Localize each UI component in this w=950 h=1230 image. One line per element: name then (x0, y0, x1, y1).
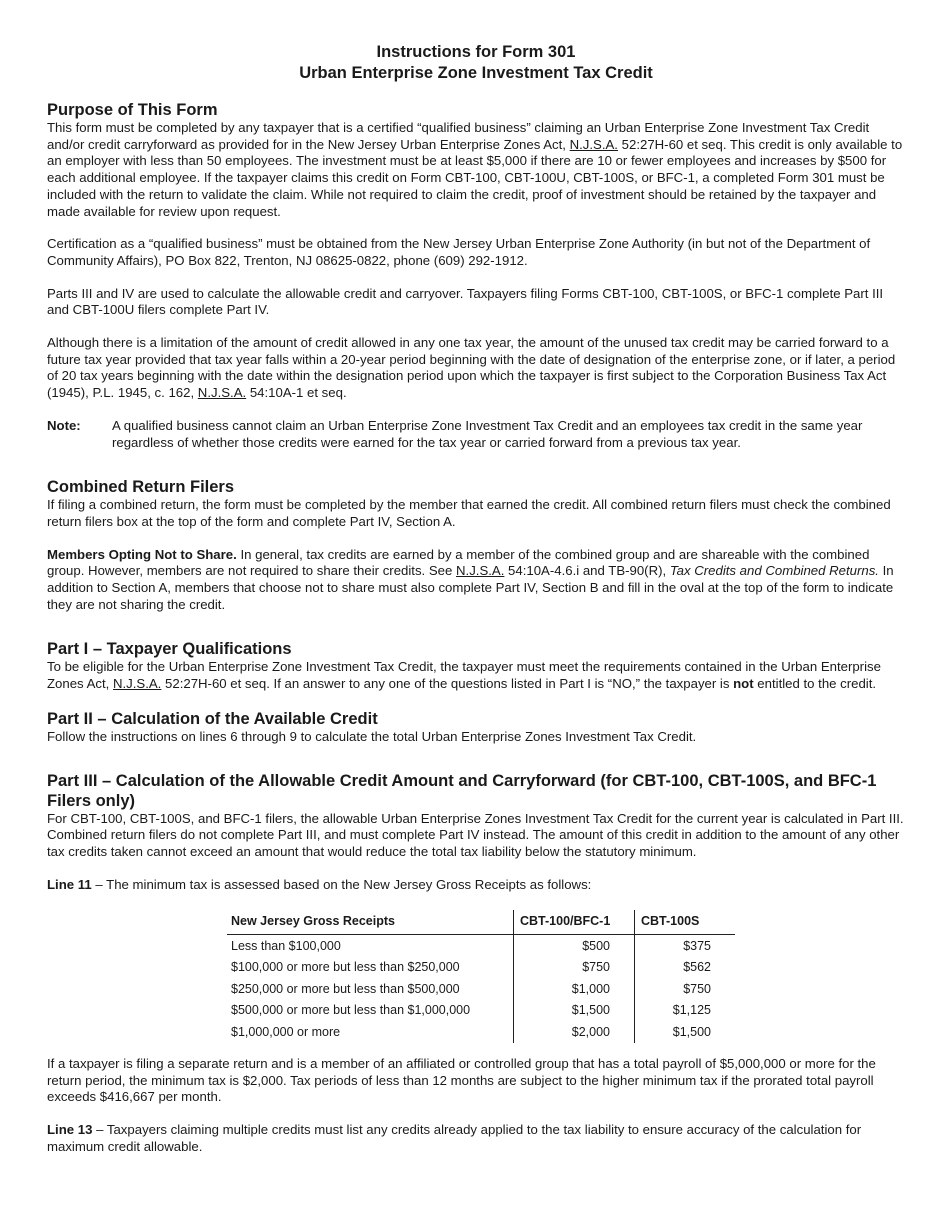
text-run: In general, tax credits are earned by a member of the combined group and are shareable with the combined group. However, members are not required to share their credits. See (47, 546, 870, 579)
table-cell: $2,000 (514, 1021, 635, 1043)
text-run: This form must be completed by any taxpayer that is a certified “qualified business” claiming an Urban Enterprise Zone Investment Tax Credit and/or credit carryforward as provided for in the New Jersey Urban Enterprise Zones Act, (47, 120, 870, 152)
purpose-paragraph-4 (47, 335, 905, 402)
purpose-paragraph-3: Parts III and IV are used to calculate the allowable credit and carryover. Taxpayers filing Forms CBT-100, CBT-100S, or BFC-1 complete Part III and CBT-100U filers complete Part IV. (47, 285, 884, 318)
column-header: CBT-100/BFC-1 (514, 910, 635, 935)
statute-ref: N.J.S.A. (112, 676, 162, 692)
line11-paragraph (47, 877, 905, 894)
table-row (227, 935, 735, 957)
text-run: To be eligible for the Urban Enterprise Zone Investment Tax Credit, the taxpayer must meet the requirements contained in the Urban Enterprise Zones Act, (47, 659, 881, 692)
purpose-paragraph-2: Certification as a “qualified business” must be obtained from the New Jersey Urban Enterprise Zone Authority (in but not of the Department of Community Affairs), PO Box 822, Trenton, NJ 08625-0822, phone (609) 292-1912. (47, 236, 871, 268)
table-cell: Less than $100,000 (231, 938, 341, 953)
table-cell: $1,500 (635, 1021, 736, 1043)
statute-ref: N.J.S.A. (456, 563, 505, 579)
publication-title: Tax Credits and Combined Returns. (669, 563, 879, 579)
table-cell: $1,500 (514, 1000, 635, 1022)
part2-paragraph: Follow the instructions on lines 6 through 9 to calculate the total Urban Enterprise Zones Investment Tax Credit. (47, 728, 697, 744)
part1-section (47, 639, 905, 692)
note-block (47, 418, 905, 451)
text-run: 52:27H-60 et seq. If an answer to any one of the questions listed in Part I is “NO,” the taxpayer is (161, 676, 734, 692)
table-cell: $1,000 (514, 978, 635, 1000)
table-cell: $750 (635, 978, 736, 1000)
column-header: CBT-100S (635, 910, 736, 935)
note-text: A qualified business cannot claim an Urban Enterprise Zone Investment Tax Credit and an employees tax credit in the same year regardless of whether those credits were earned for the tax year or carried forward from a previous tax year. (112, 417, 863, 450)
text-run: Although there is a limitation of the amount of credit allowed in any one tax year, the amount of the unused tax credit may be carried forward to a future tax year provided that tax year falls within a 20-year period beginning with the date of designation of the enterprise zone, or if later, a period of 20 tax years beginning with the date within the designation period upon which the taxpayer is first subject to the Corporation Business Tax Act (1945), P.L. 1945, c. 162, (47, 335, 896, 401)
text-run: 54:10A-1 et seq. (246, 385, 347, 401)
note-label: Note: (47, 417, 81, 433)
after-table-paragraph: If a taxpayer is filing a separate return and is a member of an affiliated or controlled group that has a total payroll of $5,000,000 or more for the return period, the minimum tax is $2,000. Tax periods of less than 12 months are subject to the higher minimum tax if the prorated total payroll exceeds $416,667 per month. (47, 1055, 876, 1105)
title-line-2: Urban Enterprise Zone Investment Tax Credit (299, 64, 653, 82)
purpose-paragraph-1 (47, 120, 905, 220)
bold-word: not (733, 676, 754, 692)
text-run: In addition to Section A, members that choose not to share must also complete Part IV, Section B and fill in the oval at the top of the form to indicate they are not sharing the credit. (47, 563, 894, 612)
part1-heading: Part I – Taxpayer Qualifications (47, 640, 292, 659)
column-header: New Jersey Gross Receipts (227, 910, 514, 935)
combined-paragraph-2 (47, 547, 905, 614)
combined-heading: Combined Return Filers (47, 478, 235, 497)
part1-paragraph (47, 659, 905, 692)
purpose-heading: Purpose of This Form (47, 101, 218, 119)
table-cell: $1,000,000 or more (231, 1024, 341, 1039)
part2-section (47, 709, 905, 746)
table-cell: $750 (514, 957, 635, 979)
text-run: 54:10A-4.6.i and TB-90(R), (504, 563, 670, 579)
minimum-tax-table (227, 910, 735, 1043)
table-cell: $1,125 (635, 1000, 736, 1022)
table-cell: $562 (635, 957, 736, 979)
line11-label: Line 11 (47, 876, 92, 892)
part3-section (47, 771, 905, 1156)
table-row (227, 1021, 735, 1043)
table-row (227, 957, 735, 979)
table-cell: $500 (514, 935, 635, 957)
combined-paragraph-1: If filing a combined return, the form must be completed by the member that earned the credit. All combined return filers must check the combined return filers box at the top of the form and complete Part IV, Section A. (47, 497, 891, 529)
table-row (227, 978, 735, 1000)
table-row (227, 1000, 735, 1022)
document-page (47, 42, 905, 1155)
part2-heading: Part II – Calculation of the Available Credit (47, 709, 378, 728)
text-run: – The minimum tax is assessed based on the New Jersey Gross Receipts as follows: (91, 876, 592, 892)
combined-section (47, 477, 905, 613)
line13-label: Line 13 (47, 1122, 93, 1137)
table-cell: $375 (635, 935, 736, 957)
text-run: entitled to the credit. (753, 676, 877, 692)
document-title (47, 42, 905, 84)
table-cell: $100,000 or more but less than $250,000 (231, 960, 460, 975)
table-header-row (227, 910, 735, 935)
text-run: – Taxpayers claiming multiple credits must list any credits already applied to the tax liability to ensure accuracy of the calculation for maximum credit allowable. (47, 1122, 862, 1154)
purpose-section (47, 100, 905, 451)
table-cell: $250,000 or more but less than $500,000 (231, 981, 460, 996)
part3-heading: Part III – Calculation of the Allowable Credit Amount and Carryforward (for CBT-100, CBT-100S, and BFC-1 Filers only) (47, 771, 877, 810)
table-cell: $500,000 or more but less than $1,000,000 (231, 1003, 471, 1018)
part3-paragraph: For CBT-100, CBT-100S, and BFC-1 filers, the allowable Urban Enterprise Zones Investment Tax Credit for the current year is calculated in Part III. Combined return filers do not complete Part III, and must complete Part IV instead. The amount of this credit in addition to the amount of any other tax credits taken cannot exceed an amount that would reduce the total tax liability below the statutory minimum. (47, 810, 904, 859)
title-line-1: Instructions for Form 301 (376, 43, 576, 61)
text-run: 52:27H-60 et seq. This credit is only available to an employer with less than 50 employees. The investment must be at least $5,000 if there are 10 or fewer employees and increases by $500 for each additional employee. If the taxpayer claims this credit on Form CBT-100, CBT-100U, CBT-100S, or BFC-1, a completed Form 301 must be included with the return to validate the claim. While not required to claim the credit, proof of investment should be retained by the taxpayer and made available for review upon request. (47, 136, 903, 219)
statute-ref: N.J.S.A. (569, 136, 618, 152)
statute-ref: N.J.S.A. (197, 385, 247, 401)
bold-lead: Members Opting Not to Share. (47, 546, 237, 562)
line13-paragraph (47, 1122, 905, 1155)
